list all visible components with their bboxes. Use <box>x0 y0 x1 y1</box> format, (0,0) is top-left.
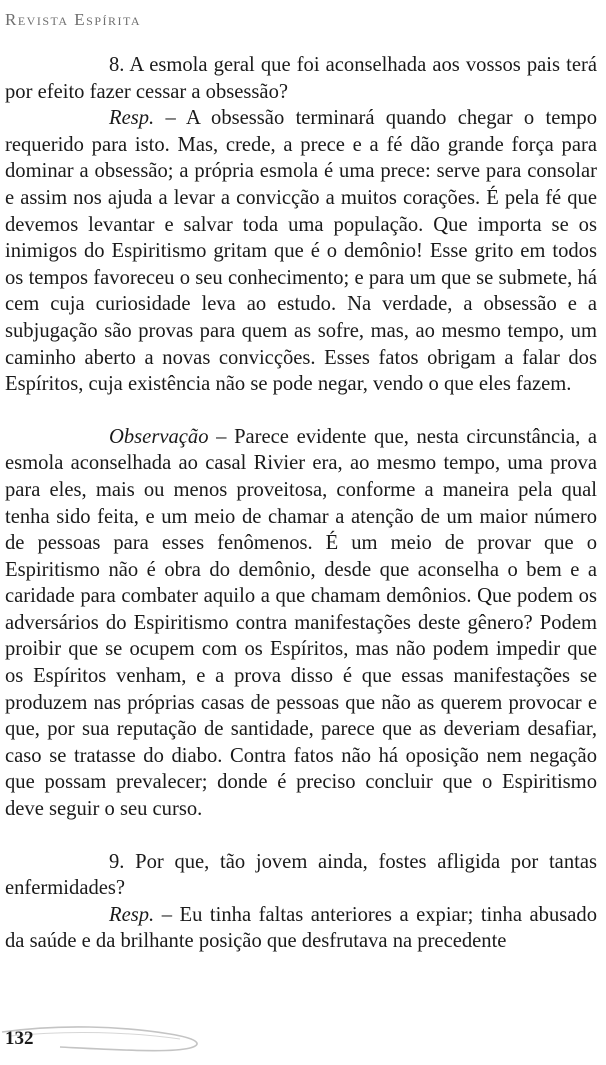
observation-paragraph <box>5 424 597 823</box>
observation-text: – Parece evidente que, nesta circunstância, a esmola aconselhada ao casal Rivier era, ao mesmo tempo, uma prova para eles, mais ou menos proveitosa, conforme a maneira pela qual tenha sido feita, e um meio de chamar a atenção de um maior número de pessoas para esses fenômenos. É um meio de provar que o Espiritismo não é obra do demônio, desde que aconselha o bem e a caridade para combater aquilo a que chamam demônios. Que podem os adversários do Espiritismo contra manifestações deste gênero? Podem proibir que se ocupem com os Espíritos, mas não podem impedir que os Espíritos venham, e a prova disso é que essas manifestações se produzem nas próprias casas de pessoas que não as querem provocar e que, por sua reputação de santidade, parece que as deveriam desafiar, caso se tratasse do diabo. Contra fatos não há oposição nem negação que possam prevalecer; donde é preciso concluir que o Espiritismo deve seguir o seu curso. <box>5 425 597 821</box>
answer-8 <box>5 105 597 398</box>
answer-8-label: Resp. <box>109 107 155 130</box>
answer-9-label: Resp. <box>109 903 155 926</box>
page-number: 132 <box>5 1028 34 1049</box>
running-head-title: Revista Espírita <box>5 10 142 29</box>
decorative-swash-icon <box>0 1020 260 1060</box>
question-8: 8. A esmola geral que foi aconselhada aos vossos pais terá por efeito fazer cessar a obsessão? <box>5 54 597 103</box>
paragraph-gap <box>5 398 597 424</box>
answer-9-text: – Eu tinha faltas anteriores a expiar; tinha abusado da saúde e da brilhante posição que desfrutava na precedente <box>5 903 597 953</box>
page-footer <box>0 1020 260 1060</box>
answer-9 <box>5 902 597 955</box>
answer-8-text: – A obsessão terminará quando chegar o tempo requerido para isto. Mas, crede, a prece e a fé dão grande força para dominar a obsessão; a própria esmola é uma prece: serve para consolar e assim nos ajuda a levar a convicção a muitos corações. É pela fé que devemos levantar e salvar toda uma população. Que importa se os inimigos do Espiritismo gritam que é o demônio! Esse grito em todos os tempos favoreceu o seu conhecimento; e para um que se submete, há cem cuja curiosidade leva ao estudo. Na verdade, a obsessão e a subjugação são provas para quem as sofre, mas, ao mesmo tempo, um caminho aberto a novas convicções. Esses fatos obrigam a falar dos Espíritos, cuja existência não se pode negar, vendo o que eles fazem. <box>5 107 597 396</box>
page-body <box>5 52 597 955</box>
paragraph-gap <box>5 823 597 849</box>
observation-label: Observação <box>109 425 209 448</box>
question-9: 9. Por que, tão jovem ainda, fostes afligida por tantas enfermidades? <box>5 850 597 900</box>
